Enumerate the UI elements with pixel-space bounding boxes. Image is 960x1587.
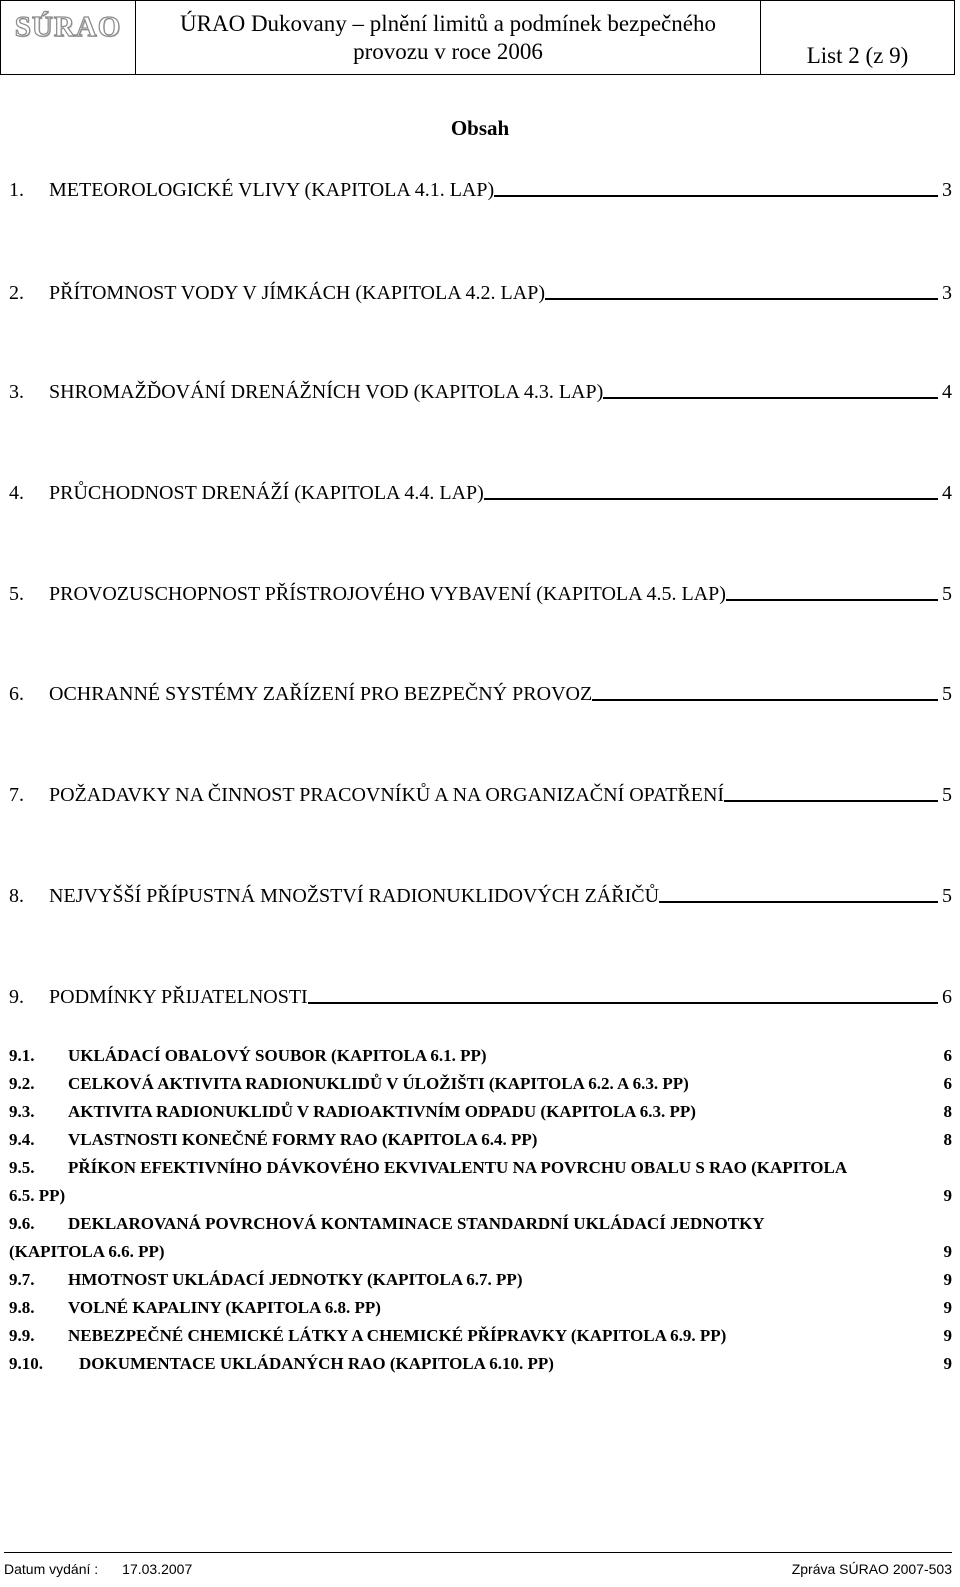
- toc-subentry-number: 9.8.: [9, 1298, 35, 1317]
- toc-subentry-text: DEKLAROVANÁ POVRCHOVÁ KONTAMINACE STANDARDNÍ UKLÁDACÍ JEDNOTKY: [68, 1214, 765, 1233]
- toc-subentry-number: 9.2.: [9, 1074, 35, 1093]
- toc-subentry-9-2[interactable]: [9, 1070, 952, 1098]
- toc-entry-page: 5: [942, 583, 952, 605]
- toc-entry-number: 2.: [9, 282, 24, 304]
- toc-subentry-text: AKTIVITA RADIONUKLIDŮ V RADIOAKTIVNÍM ODPADU (KAPITOLA 6.3. PP): [68, 1102, 696, 1121]
- toc-subentry-9-7[interactable]: [9, 1266, 952, 1294]
- toc-subentry-text: UKLÁDACÍ OBALOVÝ SOUBOR (KAPITOLA 6.1. PP): [68, 1046, 487, 1065]
- sheet-number: [761, 1, 954, 74]
- toc-leader-line: [603, 397, 938, 399]
- toc-subentry-text: DOKUMENTACE UKLÁDANÝCH RAO (KAPITOLA 6.10. PP): [79, 1354, 554, 1373]
- toc-subentry-page: 8: [943, 1130, 952, 1149]
- toc-subentry-9-6[interactable]: [9, 1210, 952, 1266]
- toc-entry-number: 1.: [9, 179, 24, 201]
- toc-subentry-page: 9: [943, 1354, 952, 1373]
- toc-entry-3[interactable]: [9, 381, 952, 404]
- toc-entry-text: METEOROLOGICKÉ VLIVY (KAPITOLA 4.1. LAP): [49, 179, 495, 201]
- toc-subentry-9-5[interactable]: [9, 1154, 952, 1210]
- toc-subsection-list: [9, 1042, 952, 1378]
- toc-entry-text: PŘÍTOMNOST VODY V JÍMKÁCH (KAPITOLA 4.2. LAP): [49, 282, 545, 304]
- toc-subentry-text: HMOTNOST UKLÁDACÍ JEDNOTKY (KAPITOLA 6.7. PP): [68, 1270, 523, 1289]
- title-line-2: provozu v roce 2006: [353, 38, 543, 64]
- toc-subentry-page: 9: [943, 1242, 952, 1261]
- issue-date-value: 17.03.2007: [122, 1561, 193, 1577]
- toc-entry-page: 6: [942, 986, 952, 1008]
- toc-subentry-page: 8: [943, 1102, 952, 1121]
- toc-subentry-9-8[interactable]: [9, 1294, 952, 1322]
- toc-subentry-9-3[interactable]: [9, 1098, 952, 1126]
- toc-subentry-text: VOLNÉ KAPALINY (KAPITOLA 6.8. PP): [68, 1298, 381, 1317]
- toc-entry-number: 6.: [9, 683, 24, 705]
- toc-leader-line: [308, 1002, 938, 1004]
- toc-subentry-page: 9: [943, 1326, 952, 1345]
- toc-subentry-continuation: 6.5. PP): [9, 1186, 66, 1205]
- sheet-label: List 2 (z 9): [806, 43, 909, 68]
- toc-subentry-text: VLASTNOSTI KONEČNÉ FORMY RAO (KAPITOLA 6.4. PP): [68, 1130, 538, 1149]
- page-footer: [4, 1552, 952, 1585]
- toc-subentry-number: 9.4.: [9, 1130, 35, 1149]
- toc-leader-line: [545, 298, 938, 300]
- toc-entry-number: 7.: [9, 784, 24, 806]
- toc-subentry-page: 6: [943, 1046, 952, 1065]
- toc-subentry-number: 9.7.: [9, 1270, 35, 1289]
- toc-entry-4[interactable]: [9, 482, 952, 505]
- toc-subentry-page: 9: [943, 1298, 952, 1317]
- toc-entry-number: 3.: [9, 381, 24, 403]
- toc-entry-8[interactable]: [9, 885, 952, 908]
- toc-entry-page: 4: [942, 381, 952, 403]
- toc-subentry-number: 9.1.: [9, 1046, 35, 1065]
- toc-subentry-page: 9: [943, 1270, 952, 1289]
- toc-subentry-9-1[interactable]: [9, 1042, 952, 1070]
- toc-leader-line: [484, 498, 938, 500]
- toc-entry-text: SHROMAŽĎOVÁNÍ DRENÁŽNÍCH VOD (KAPITOLA 4.3. LAP): [49, 381, 604, 403]
- toc-subentry-page: 9: [943, 1186, 952, 1205]
- logo-cell: [1, 1, 136, 74]
- toc-subentry-number: 9.3.: [9, 1102, 35, 1121]
- surao-logo: SÚRAO: [14, 11, 122, 43]
- toc-entry-page: 5: [942, 885, 952, 907]
- toc-entry-number: 4.: [9, 482, 24, 504]
- page-header: [0, 0, 955, 75]
- toc-entry-page: 5: [942, 683, 952, 705]
- toc-subentry-number: 9.10.: [9, 1354, 43, 1373]
- toc-leader-line: [494, 195, 938, 197]
- toc-subentry-continuation: (KAPITOLA 6.6. PP): [9, 1242, 165, 1261]
- toc-entry-page: 5: [942, 784, 952, 806]
- toc-entry-2[interactable]: [9, 282, 952, 305]
- document-title: [136, 1, 761, 74]
- toc-subentry-number: 9.9.: [9, 1326, 35, 1345]
- issue-date-label: Datum vydání :: [4, 1561, 99, 1577]
- toc-subentry-9-4[interactable]: [9, 1126, 952, 1154]
- toc-leader-line: [592, 699, 938, 701]
- toc-subentry-9-9[interactable]: [9, 1322, 952, 1350]
- toc-entry-text: NEJVYŠŠÍ PŘÍPUSTNÁ MNOŽSTVÍ RADIONUKLIDOVÝCH ZÁŘIČŮ: [49, 885, 660, 907]
- toc-subentry-text: NEBEZPEČNÉ CHEMICKÉ LÁTKY A CHEMICKÉ PŘÍPRAVKY (KAPITOLA 6.9. PP): [68, 1326, 727, 1345]
- toc-subentry-9-10[interactable]: [9, 1350, 952, 1378]
- toc-subentry-number: 9.6.: [9, 1214, 35, 1233]
- toc-subentry-number: 9.5.: [9, 1158, 35, 1177]
- toc-entry-page: 3: [942, 179, 952, 201]
- toc-entry-number: 9.: [9, 986, 24, 1008]
- toc-subentry-text: CELKOVÁ AKTIVITA RADIONUKLIDŮ V ÚLOŽIŠTI (KAPITOLA 6.2. A 6.3. PP): [68, 1074, 689, 1093]
- toc-leader-line: [726, 599, 938, 601]
- toc-entry-number: 5.: [9, 583, 24, 605]
- toc-entry-text: POŽADAVKY NA ČINNOST PRACOVNÍKŮ A NA ORGANIZAČNÍ OPATŘENÍ: [49, 784, 725, 806]
- toc-subentry-text: PŘÍKON EFEKTIVNÍHO DÁVKOVÉHO EKVIVALENTU NA POVRCHU OBALU S RAO (KAPITOLA: [68, 1158, 848, 1177]
- toc-entry-number: 8.: [9, 885, 24, 907]
- toc-entry-6[interactable]: [9, 683, 952, 706]
- toc-entry-page: 3: [942, 282, 952, 304]
- toc-leader-line: [724, 800, 938, 802]
- toc-entry-page: 4: [942, 482, 952, 504]
- report-number: Zpráva SÚRAO 2007-503: [791, 1561, 952, 1577]
- toc-entry-5[interactable]: [9, 583, 952, 606]
- toc-entry-text: PODMÍNKY PŘIJATELNOSTI: [49, 986, 308, 1008]
- toc-entry-1[interactable]: [9, 179, 952, 202]
- toc-entry-text: PROVOZUSCHOPNOST PŘÍSTROJOVÉHO VYBAVENÍ (KAPITOLA 4.5. LAP): [49, 583, 726, 605]
- toc-entry-9[interactable]: [9, 986, 952, 1009]
- toc-entry-7[interactable]: [9, 784, 952, 807]
- toc-entry-text: OCHRANNÉ SYSTÉMY ZAŘÍZENÍ PRO BEZPEČNÝ PROVOZ: [49, 683, 593, 705]
- toc-heading: Obsah: [450, 116, 510, 140]
- toc-leader-line: [659, 901, 938, 903]
- toc-subentry-page: 6: [943, 1074, 952, 1093]
- toc-entry-text: PRŮCHODNOST DRENÁŽÍ (KAPITOLA 4.4. LAP): [49, 482, 484, 504]
- title-line-1: ÚRAO Dukovany – plnění limitů a podmínek bezpečného: [180, 10, 716, 36]
